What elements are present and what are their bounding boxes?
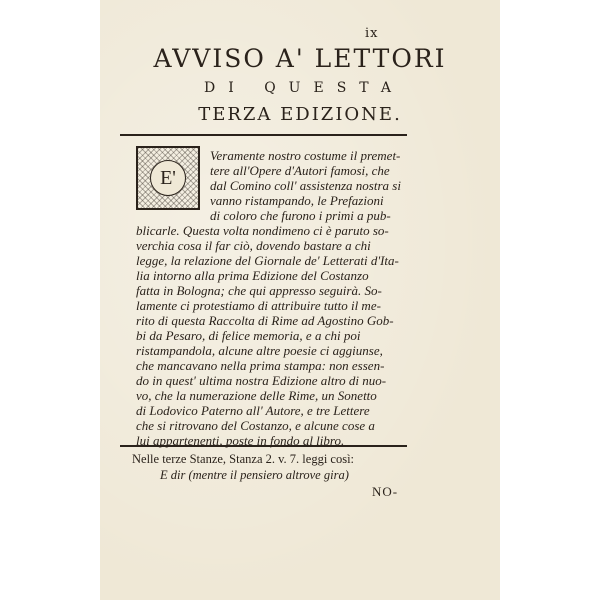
body-line: vo, che la numerazione delle Rime, un Sonetto xyxy=(136,388,377,403)
body-line: Veramente nostro costume il premet- xyxy=(210,148,401,163)
errata-note: Nelle terze Stanze, Stanza 2. v. 7. leggi così: xyxy=(132,452,355,466)
errata-correction: E dir (mentre il pensiero altrove gira) xyxy=(160,468,349,482)
catchword: NO- xyxy=(372,484,399,499)
body-line: lui appartenenti, poste in fondo al libro. xyxy=(136,433,345,448)
initial-letter: E' xyxy=(150,160,186,196)
body-line: rito di questa Raccolta di Rime ad Agostino Gob- xyxy=(136,313,394,328)
book-page xyxy=(100,0,500,600)
bottom-rule xyxy=(120,445,407,447)
body-line: verchia cosa il far ciò, dovendo bastare a chi xyxy=(136,238,371,253)
body-line: blicarle. Questa volta nondimeno ci è paruto so- xyxy=(136,223,389,238)
body-line: bi da Pesaro, di felice memoria, e a chi poi xyxy=(136,328,361,343)
body-line: lamente ci protestiamo di attribuire tutto il me- xyxy=(136,298,381,313)
body-line: vanno ristampando, le Prefazioni xyxy=(210,193,384,208)
body-line: di coloro che furono i primi a pub- xyxy=(210,208,391,223)
title-heading: AVVISO A' LETTORI xyxy=(153,44,447,73)
body-line: dal Comino coll' assistenza nostra si xyxy=(210,178,401,193)
title-edition: TERZA EDIZIONE. xyxy=(198,104,402,125)
body-line: tere all'Opere d'Autori famosi, che xyxy=(210,163,390,178)
body-line: lia intorno alla prima Edizione del Costanzo xyxy=(136,268,369,283)
body-text xyxy=(100,0,500,600)
title-subheading: DI QUESTA xyxy=(204,80,404,96)
body-line: ristampandola, alcune altre poesie ci aggiunse, xyxy=(136,343,383,358)
body-line: do in quest' ultima nostra Edizione altro di nuo- xyxy=(136,373,387,388)
body-line: di Lodovico Paterno all' Autore, e tre Lettere xyxy=(136,403,370,418)
page-number: ix xyxy=(365,26,379,41)
body-line: fatta in Bologna; che qui appresso seguirà. So- xyxy=(136,283,382,298)
body-line: legge, la relazione del Giornale de' Letterati d'Ita- xyxy=(136,253,399,268)
body-line: che si ritrovano del Costanzo, e alcune cose a xyxy=(136,418,375,433)
body-line: che mancavano nella prima stampa: non essen- xyxy=(136,358,385,373)
